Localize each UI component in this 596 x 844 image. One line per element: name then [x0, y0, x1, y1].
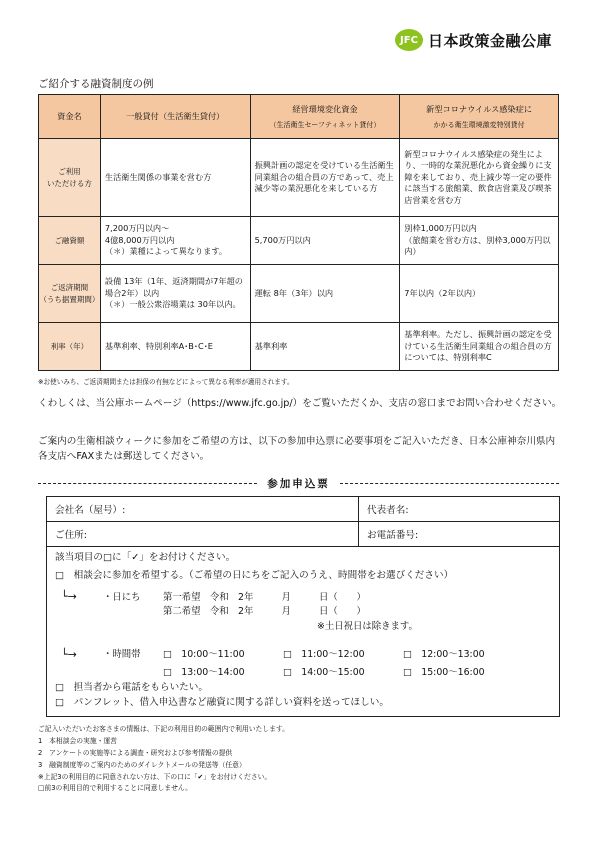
- footer-line: ご記入いただいたお客さまの情報は、下記の利用目的の範囲内で利用いたします。: [38, 725, 289, 733]
- section-title: ご紹介する融資制度の例: [38, 78, 154, 90]
- jfc-logo-mark: JFC: [395, 29, 423, 51]
- company-field[interactable]: [47, 497, 359, 521]
- col-title: 経営環境変化資金: [292, 103, 358, 114]
- col-header: [400, 95, 559, 139]
- address-label: ご住所:: [55, 530, 88, 541]
- info-paragraph: くわしくは、当公庫ホームページ（https://www.jfc.go.jp/）をご覧いただくか、支店の窓口までお問い合わせください。: [38, 398, 562, 409]
- table-cell: 基準利率: [250, 323, 400, 371]
- arrow-icon: └→: [61, 648, 77, 661]
- form-title: 参加申込票: [267, 478, 330, 490]
- table-cell: 7,200万円以内～ 4億8,000万円以内 （＊）業種によって異なります。: [100, 217, 250, 265]
- arrow-icon: └→: [61, 590, 77, 603]
- table-row: [39, 265, 559, 323]
- table-cell: 運転 8年（3年）以内: [250, 265, 400, 323]
- materials-request-checkbox[interactable]: □ パンフレット、借入申込書など融資に関する詳しい資料を送ってほしい。: [55, 697, 389, 708]
- loan-table-header: [39, 95, 559, 139]
- row-header: ご返済期間 （うち据置期間）: [39, 265, 101, 323]
- time-slot-checkbox[interactable]: □ 11:00～12:00: [283, 649, 365, 660]
- row-header: ご利用 いただける方: [39, 139, 101, 217]
- dashed-rule: [340, 483, 559, 484]
- col-title: 一般貸付（生活衛生貸付）: [126, 111, 225, 121]
- time-label: ・時間帯: [103, 649, 141, 660]
- table-cell: 別枠1,000万円以内 （旅館業を営む方は、別枠3,000万円以内）: [400, 217, 559, 265]
- table-cell: 基準利率。ただし、振興計画の認定を受けている生活衛生同業組合の組合員の方については、特別利率C: [400, 323, 559, 371]
- consultation-checkbox[interactable]: □ 相談会に参加を希望する。（ご希望の日にちをご記入のうえ、時間帯をお選びください）: [55, 569, 454, 581]
- table-row: [39, 217, 559, 265]
- col-header: [100, 95, 250, 139]
- representative-label: 代表者名:: [367, 505, 409, 516]
- optout-checkbox[interactable]: □前3の利用目的で利用することに同意しません。: [38, 784, 192, 793]
- col-subtitle: かかる衛生環境激変特別貸付: [433, 120, 525, 129]
- application-form: [46, 496, 560, 717]
- col-header: [250, 95, 400, 139]
- jfc-logo: [395, 29, 552, 51]
- table-cell: 設備 13年（1年、返済期間が7年超の場合2年）以内 （＊）一般公衆浴場業は 30年以内。: [100, 265, 250, 323]
- form-instruction: 該当項目の□に「✓」をお付けください。: [55, 552, 236, 563]
- table-note: ※お使いみち、ご返済期間または担保の有無などによって異なる利率が適用されます。: [38, 378, 294, 386]
- table-cell: 5,700万円以内: [250, 217, 400, 265]
- loan-table-corner: 資金名: [39, 95, 101, 139]
- company-label: 会社名（屋号）:: [55, 505, 126, 516]
- time-slots: [163, 648, 523, 680]
- first-choice-date[interactable]: 第一希望 令和 2年 月 日（ ）: [163, 592, 366, 603]
- representative-field[interactable]: [359, 497, 409, 521]
- time-slot-checkbox[interactable]: □ 15:00～16:00: [403, 666, 485, 678]
- time-slot-checkbox[interactable]: □ 10:00～11:00: [163, 649, 245, 660]
- table-row: [39, 139, 559, 217]
- time-slot-checkbox[interactable]: □ 13:00～14:00: [163, 666, 245, 678]
- form-options: [47, 547, 559, 714]
- footer-line: ※上記3の利用目的に同意されない方は、下の口に「✔」をお付けください。: [38, 772, 272, 781]
- jfc-logo-name: 日本政策金融公庫: [427, 31, 552, 50]
- table-cell: 生活衛生関係の事業を営む方: [100, 139, 250, 217]
- form-row: [47, 497, 559, 522]
- application-paragraph: ご案内の生衛相談ウィークに参加をご希望の方は、以下の参加申込票に必要事項をご記入いただき、日本公庫神奈川県内各支店へFAXまたは郵送してください。: [38, 436, 556, 463]
- address-field[interactable]: [47, 522, 359, 546]
- form-row: [47, 522, 559, 547]
- second-choice-date[interactable]: 第二希望 令和 2年 月 日（ ）: [163, 606, 366, 617]
- footer-line: 3 融資制度等のご案内のためのダイレクトメールの発送等（任意）: [38, 760, 246, 769]
- row-header: ご融資額: [39, 217, 101, 265]
- col-title: 新型コロナウイルス感染症に: [426, 103, 533, 114]
- loan-table: [38, 94, 559, 371]
- dashed-rule: [38, 483, 257, 484]
- footer-line: 2 アンケートの実施等による調査・研究および参考情報の提供: [38, 748, 233, 757]
- col-subtitle: （生活衛生セーフティネット貸付）: [269, 120, 381, 129]
- phone-request-checkbox[interactable]: □ 担当者から電話をもらいたい。: [55, 682, 208, 693]
- table-row: [39, 323, 559, 371]
- time-slot-checkbox[interactable]: □ 14:00～15:00: [283, 666, 365, 678]
- table-cell: 7年以内（2年以内）: [400, 265, 559, 323]
- time-slot-checkbox[interactable]: □ 12:00～13:00: [403, 649, 485, 660]
- table-cell: 振興計画の認定を受けている生活衛生同業組合の組合員の方であって、売上減少等の業況悪化を来している方: [250, 139, 400, 217]
- row-header: 利率（年）: [39, 323, 101, 371]
- form-title-line: [38, 476, 559, 491]
- date-label: ・日にち: [103, 592, 141, 603]
- phone-field[interactable]: [359, 522, 418, 546]
- privacy-footer: [38, 724, 562, 795]
- footer-line: 1 本相談会の実施・運営: [38, 736, 118, 745]
- table-cell: 新型コロナウイルス感染症の発生により、一時的な業況悪化から資金繰りに支障を来しており、売上減少等一定の要件に該当する旅館業、飲食店営業及び喫茶店営業を営む方: [400, 139, 559, 217]
- holiday-note: ※土日祝日は除きます。: [317, 621, 418, 632]
- table-cell: 基準利率、特別利率A･B･C･E: [100, 323, 250, 371]
- phone-label: お電話番号:: [367, 530, 419, 541]
